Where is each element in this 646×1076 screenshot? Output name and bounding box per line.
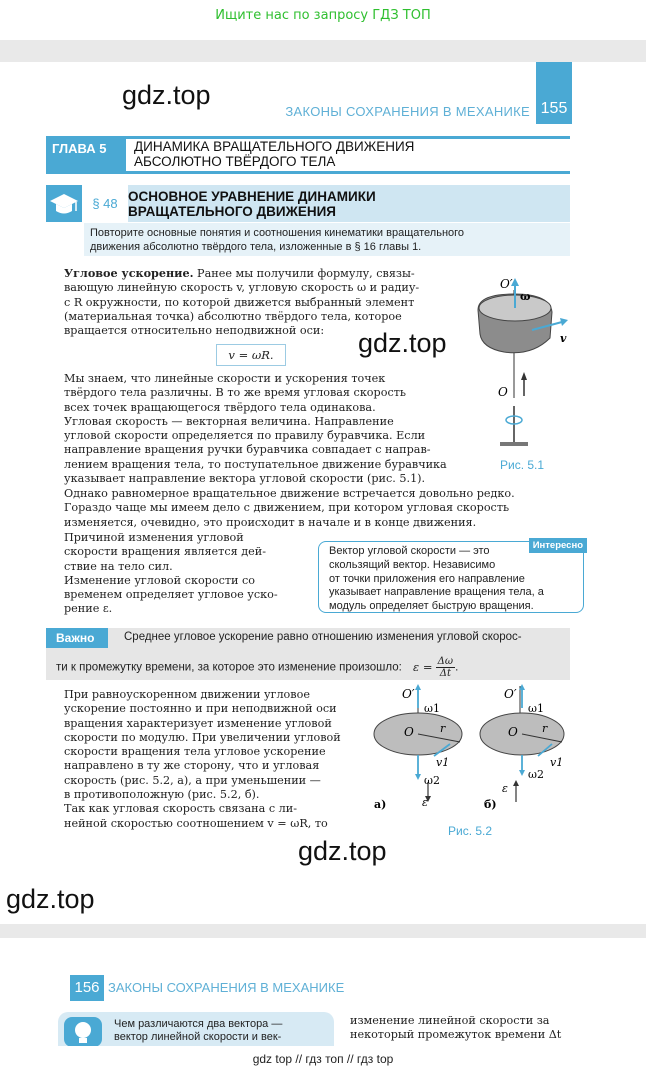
paragraph-angular-velocity: Мы знаем, что линейные скорости и ускорения точек твёрдого тела различны. В то же время угловая скорость всех точек вращающегося твёрдого тела одинакова. Угловая скорость — векторная величина. Направление угловой скорости определяется по правилу буравчика. Если направление вращения ручки буравчика совпадает с направ- лением вращения тела, то поступательное движение буравчика указывает направление вектора угловой скорости (рис. 5.1). [64,372,447,486]
page-number-155: 155 [536,62,572,124]
page-number-156: 156 [70,975,104,1001]
svg-text:б): б) [484,798,497,811]
figure-5-1 [470,270,580,460]
svg-text:ω2: ω2 [528,768,544,781]
footer-links[interactable]: gdz top // гдз топ // гдз top [252,1052,394,1066]
page-156-text: изменение линейной скорости за некоторый промежуток времени Δt [350,1014,562,1041]
graduation-cap-icon [46,185,82,222]
paragraph-cause: Причиной изменения угловой скорости вращения является дей- ствие на тело сил. Изменение угловой скорости со временем определяет угловое уско- рение ε. [64,531,278,616]
svg-text:O′: O′ [402,687,415,701]
important-box: Важно Среднее угловое ускорение равно отношению изменения угловой скорос- ти к промежутку времени, за которое это изменение произошло: ε = $\frac{\Delta\omega}{\Delta t}$ . [46,628,570,680]
figure-5-2-panel-a [374,684,462,811]
svg-text:v1: v1 [550,756,564,769]
section-number: § 48 [82,185,128,222]
paragraph-uniform-acceleration: При равноускоренном движении угловое ускорение постоянно и при неподвижной оси вращения характеризует изменение угловой скорости по модулю. При увеличении угловой скорости вращения тела угловое ускорение направлено в ту же сторону, что и угловая скорость (рис. 5.2, а), а при уменьшении — в противоположную (рис. 5.2, б). Так как угловая скорость связана с ли- нейной скоростью соотношением v = ωR, то [64,688,341,830]
svg-text:ω2: ω2 [424,774,440,787]
svg-text:O: O [404,725,414,739]
svg-text:v1: v1 [436,756,450,769]
review-note: Повторите основные понятия и соотношения кинематики вращательного движения абсолютно твёрдого тела, изложенные в § 16 главы 1. [84,223,570,256]
interesting-fact-box: Интересно Вектор угловой скорости — это скользящий вектор. Независимо от точки приложения его направление указывает направление вращения тела, а модуль определяет быструю вращения. [318,541,584,613]
svg-text:ε: ε [502,782,508,795]
chapter-title: ДИНАМИКА ВРАЩАТЕЛЬНОГО ДВИЖЕНИЯ АБСОЛЮТНО ТВЁРДОГО ТЕЛА [126,139,572,171]
running-head: ЗАКОНЫ СОХРАНЕНИЯ В МЕХАНИКЕ [285,104,530,119]
running-head-156: ЗАКОНЫ СОХРАНЕНИЯ В МЕХАНИКЕ [108,980,345,995]
watermark-2: gdz.top [358,328,447,358]
figure-5-2 [370,680,590,820]
label-omega: ω [520,290,531,303]
svg-text:r: r [440,722,446,735]
question-icon [64,1017,102,1047]
formula-v-omega-r: v = ωR. [216,344,286,366]
formula-fraction: $\frac{\Delta\omega}{\Delta t}$ [437,656,454,679]
svg-text:ω1: ω1 [424,702,440,715]
important-tag: Важно [46,628,108,648]
section-title: ОСНОВНОЕ УРАВНЕНИЕ ДИНАМИКИ ВРАЩАТЕЛЬНОГО ДВИЖЕНИЯ [128,189,376,219]
svg-text:а): а) [374,798,387,811]
footer [0,1046,646,1076]
label-o: O [498,385,508,399]
paragraph-nonuniform: Однако равномерное вращательное движение встречается довольно редко. Гораздо чаще мы имеем дело с движением, при котором угловая скорость изменяется, очевидно, это происходит в начале и в конце движения. [64,487,515,529]
search-hint-link[interactable]: Ищите нас по запросу ГДЗ ТОП [215,8,431,23]
svg-text:ω1: ω1 [528,702,544,715]
figure-5-2-panel-b [480,684,564,811]
label-v: v [560,332,567,345]
top-banner [0,0,646,40]
section-header [46,185,570,222]
svg-text:O′: O′ [504,687,517,701]
paragraph-angular-acceleration: Угловое ускорение. Ранее мы получили формулу, связы- вающую линейную скорость v, угловую скорость ω и радиу- с R окружности, по которой движется выбранный элемент (материальная точка) абсолютно твёрдого тела, которое вращается относительно неподвижной оси: [64,266,420,338]
svg-text:r: r [542,722,548,735]
figure-5-1-caption: Рис. 5.1 [500,458,545,472]
svg-text:ε: ε [422,796,428,809]
svg-text:O: O [508,725,518,739]
label-o-prime: O′ [500,277,513,291]
interesting-tag: Интересно [529,538,587,553]
watermark-1: gdz.top [122,80,211,110]
chapter-header [46,136,570,174]
watermark-4: gdz.top [6,884,95,914]
chapter-label: ГЛАВА 5 [52,141,107,156]
question-box: Чем различаются два вектора — вектор линейной скорости и век- [58,1012,334,1046]
figure-5-2-caption: Рис. 5.2 [448,824,493,838]
watermark-3: gdz.top [298,836,387,866]
